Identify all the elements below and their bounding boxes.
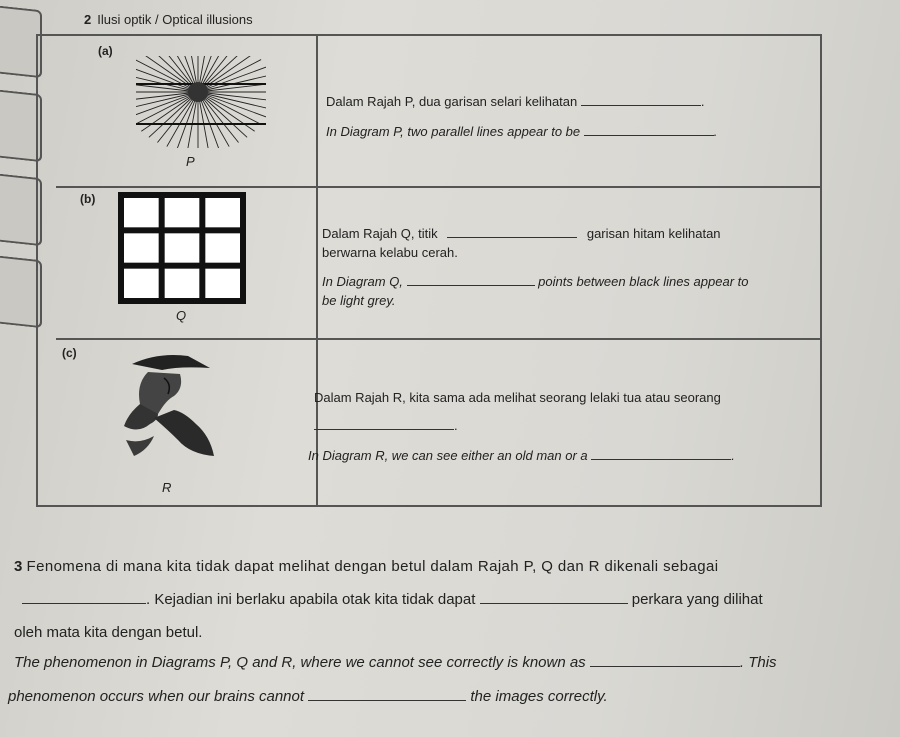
row-c-label: (c) (62, 346, 77, 360)
q3-number: 3 (14, 558, 23, 575)
q3-blank-3[interactable] (590, 654, 740, 667)
q3-english-line-1: The phenomenon in Diagrams P, Q and R, where we cannot see correctly is known as . This (14, 654, 777, 671)
column-divider (316, 34, 318, 506)
table-border-bottom (36, 505, 822, 507)
section-number: 2 (84, 12, 92, 27)
table-border-top (36, 34, 822, 36)
row-b-malay: Dalam Rajah Q, titik garisan hitam kelihatan berwarna kelabu cerah. (322, 226, 721, 260)
blank-c-english[interactable] (591, 447, 731, 460)
table-border-right (820, 34, 822, 506)
row-a-english: In Diagram P, two parallel lines appear to be . (326, 124, 718, 139)
section-title: Ilusi optik / Optical illusions (97, 12, 253, 27)
blank-b-english[interactable] (407, 273, 535, 286)
blank-a-malay[interactable] (581, 93, 701, 106)
row-a-malay: Dalam Rajah P, dua garisan selari kelihatan . (326, 94, 705, 109)
illusion-table (36, 34, 822, 506)
section-heading (84, 12, 253, 27)
row-c-english: In Diagram R, we can see either an old man or a . (308, 448, 735, 463)
diagram-p-caption: P (186, 154, 195, 169)
q3-blank-4[interactable] (308, 688, 466, 701)
grid-illusion-figure (118, 192, 246, 304)
q3-malay-line-1: 3 Fenomena di mana kita tidak dapat melihat dengan betul dalam Rajah P, Q dan R dikenali sebagai (14, 558, 719, 575)
row-divider-1 (56, 186, 822, 188)
row-a-label: (a) (98, 44, 113, 58)
blank-c-malay[interactable] (314, 417, 454, 430)
diagram-r-caption: R (162, 480, 172, 495)
blank-a-english[interactable] (584, 123, 714, 136)
diagram-q-caption: Q (176, 308, 187, 323)
old-man-young-woman-figure (118, 344, 228, 468)
row-b-english: In Diagram Q, points between black lines appear to be light grey. (322, 274, 749, 308)
q3-blank-2[interactable] (480, 591, 628, 604)
radiating-lines-figure (136, 56, 266, 148)
q3-malay-line-3: oleh mata kita dengan betul. (14, 624, 203, 641)
q3-english-line-2: phenomenon occurs when our brains cannot the images correctly. (8, 688, 608, 705)
blank-b-malay[interactable] (447, 225, 577, 238)
row-c-malay: Dalam Rajah R, kita sama ada melihat seorang lelaki tua atau seorang . (314, 390, 721, 433)
q3-blank-1[interactable] (22, 591, 146, 604)
table-border-left (36, 34, 38, 506)
row-b-label: (b) (80, 192, 96, 206)
row-divider-2 (56, 338, 822, 340)
q3-malay-line-2: . Kejadian ini berlaku apabila otak kita tidak dapat perkara yang dilihat (22, 591, 862, 608)
